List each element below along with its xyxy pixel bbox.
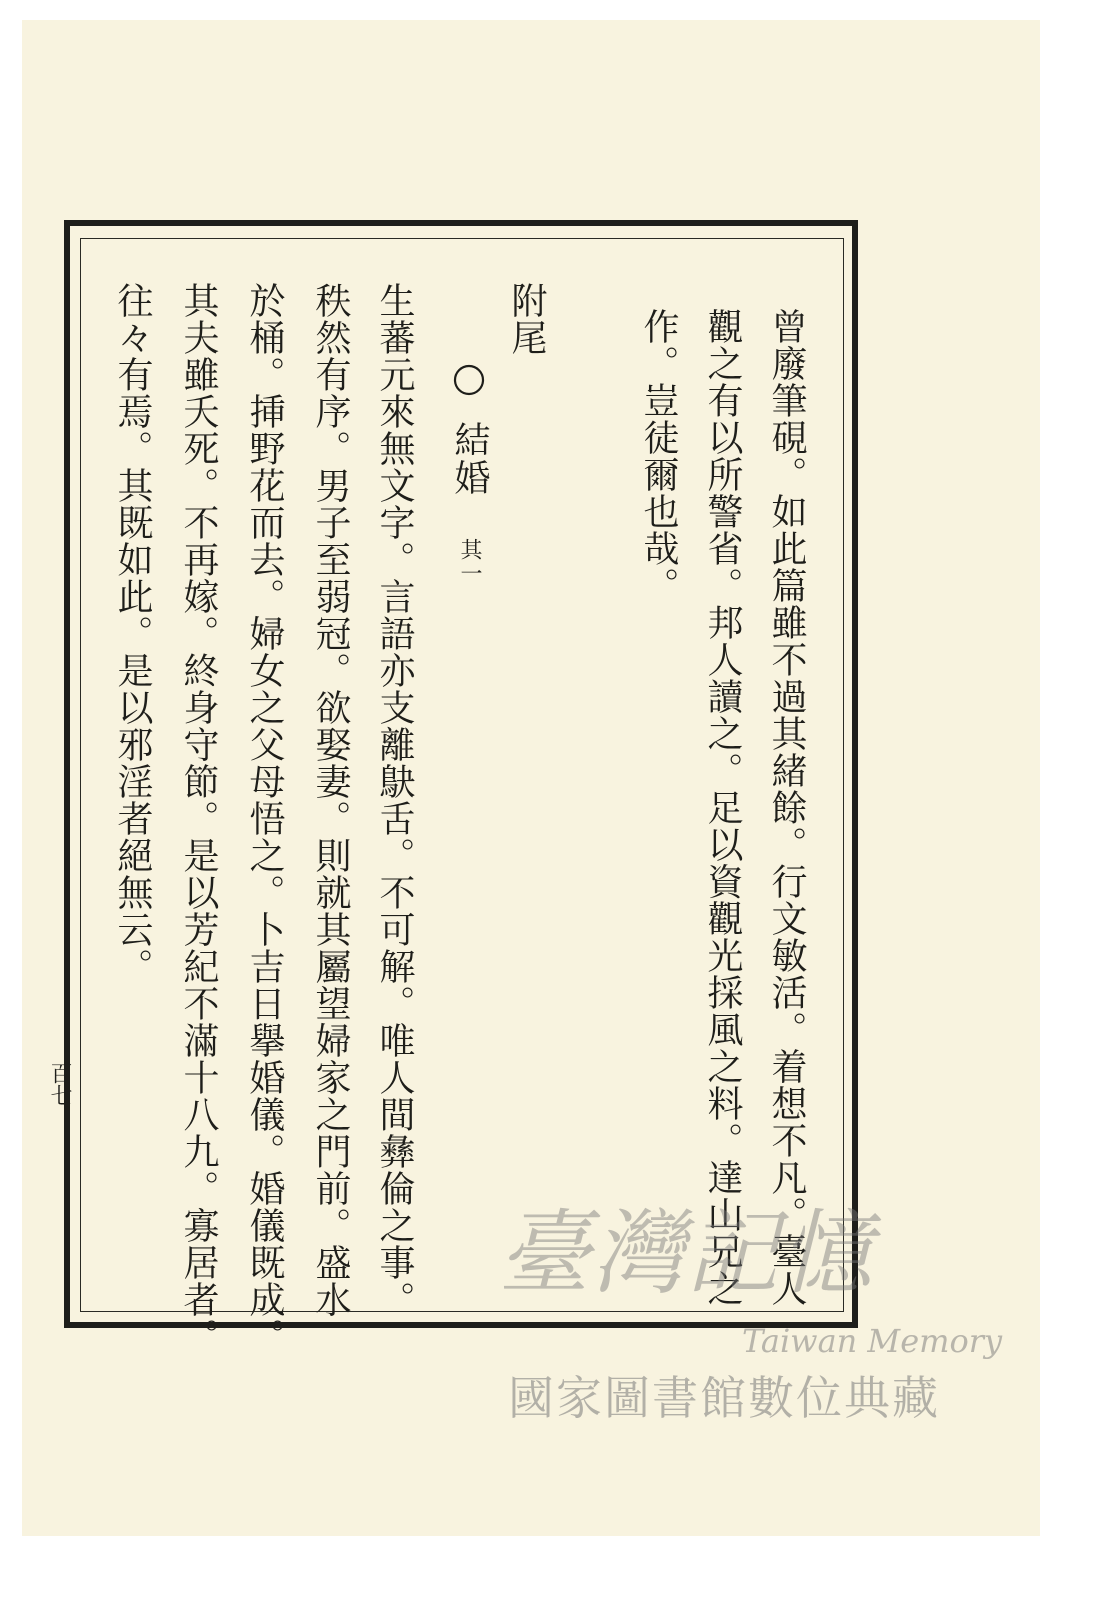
circle-mark-icon — [451, 362, 487, 398]
watermark-library: 國家圖書館數位典藏 — [508, 1371, 940, 1425]
section-heading — [444, 362, 495, 586]
text-column-1: 曾廢筆硯。如此篇雖不過其緒餘。行文敏活。着想不凡。臺人 — [766, 308, 807, 1307]
text-column-10: 往々有焉。其既如此。是以邪淫者絕無云。 — [112, 282, 153, 985]
watermark-calligraphy: 臺灣記憶 — [498, 1200, 875, 1307]
section-label: 附尾 — [506, 282, 547, 356]
text-column-3: 作。豈徒爾也哉。 — [638, 308, 679, 604]
text-column-7: 秩然有序。男子至弱冠。欲娶妻。則就其屬望婦家之門前。盛水 — [310, 282, 351, 1318]
text-column-2: 觀之有以所警省。邦人讀之。足以資觀光採風之料。達山兄之 — [702, 308, 743, 1307]
page-number: 百七 — [47, 1062, 72, 1106]
watermark-english: Taiwan Memory — [742, 1322, 1003, 1360]
text-column-9: 其夫雖夭死。不再嫁。終身守節。是以芳紀不滿十八九。寡居者。 — [178, 282, 219, 1355]
text-column-6: 生蕃元來無文字。言語亦支離鴃舌。不可解。唯人間彝倫之事。 — [374, 282, 415, 1318]
text-column-8: 於桶。挿野花而去。婦女之父母悟之。卜吉日擧婚儀。婚儀既成。 — [244, 282, 285, 1355]
heading-subtitle: 其一 — [457, 538, 482, 586]
heading-title: 結婚 — [449, 421, 490, 497]
